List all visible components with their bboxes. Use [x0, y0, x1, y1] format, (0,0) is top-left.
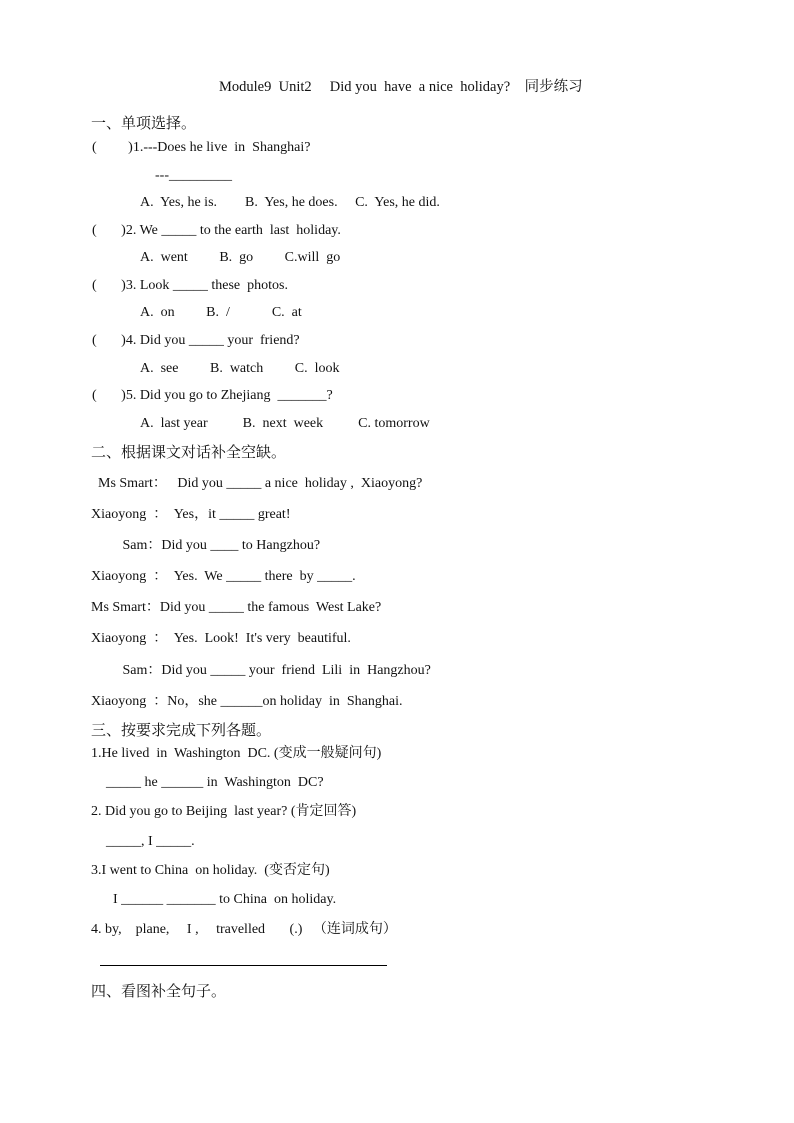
question-4: ( )4. Did you _____ your friend?: [92, 333, 300, 348]
dialogue-line: Ms Smart：Did you _____ the famous West Lake?: [91, 600, 382, 615]
question-3-options: A. on B. / C. at: [140, 305, 302, 320]
dialogue-line: Xiaoyong ： Yes. Look! It's very beautiful.: [91, 631, 351, 646]
section-1-heading: 一、单项选择。: [91, 114, 197, 132]
question-4-options: A. see B. watch C. look: [140, 361, 340, 376]
page-title: Module9 Unit2 Did you have a nice holiday? 同步练习: [219, 79, 583, 95]
dialogue-line: Sam：Did you _____ your friend Lili in Hangzhou?: [91, 663, 431, 678]
question-3: ( )3. Look _____ these photos.: [92, 278, 288, 293]
question-5: ( )5. Did you go to Zhejiang _______?: [92, 388, 333, 403]
dialogue-line: Xiaoyong ：No，she ______on holiday in Shanghai.: [91, 694, 403, 709]
question-1-options: A. Yes, he is. B. Yes, he does. C. Yes, he did.: [140, 195, 440, 210]
question-2: ( )2. We _____ to the earth last holiday.: [92, 223, 341, 238]
section-3-heading: 三、按要求完成下列各题。: [91, 721, 272, 739]
task-1: 1.He lived in Washington DC. (变成一般疑问句): [91, 746, 382, 761]
dialogue-line: Xiaoyong ： Yes，it _____ great!: [91, 507, 291, 522]
task-3: 3.I went to China on holiday. (变否定句): [91, 863, 330, 878]
dialogue-line: Xiaoyong ： Yes. We _____ there by _____.: [91, 569, 356, 584]
question-5-options: A. last year B. next week C. tomorrow: [140, 416, 430, 431]
answer-underline: [100, 965, 387, 966]
section-2-heading: 二、根据课文对话补全空缺。: [91, 443, 287, 461]
question-1-answer-line: ---_________: [155, 168, 232, 183]
task-1-answer: _____ he ______ in Washington DC?: [99, 775, 324, 790]
section-4-heading: 四、看图补全句子。: [91, 982, 227, 1000]
question-2-options: A. went B. go C.will go: [140, 250, 341, 265]
task-3-answer: I ______ _______ to China on holiday.: [99, 892, 337, 907]
task-2: 2. Did you go to Beijing last year? (肯定回答): [91, 804, 357, 819]
task-2-answer: _____, I _____.: [99, 834, 195, 849]
dialogue-line: Sam：Did you ____ to Hangzhou?: [91, 538, 321, 553]
task-4: 4. by, plane, I , travelled (.) （连词成句）: [91, 922, 397, 937]
dialogue-line: Ms Smart： Did you _____ a nice holiday , Xiaoyong?: [91, 476, 423, 491]
question-1: ( )1.---Does he live in Shanghai?: [92, 140, 311, 155]
